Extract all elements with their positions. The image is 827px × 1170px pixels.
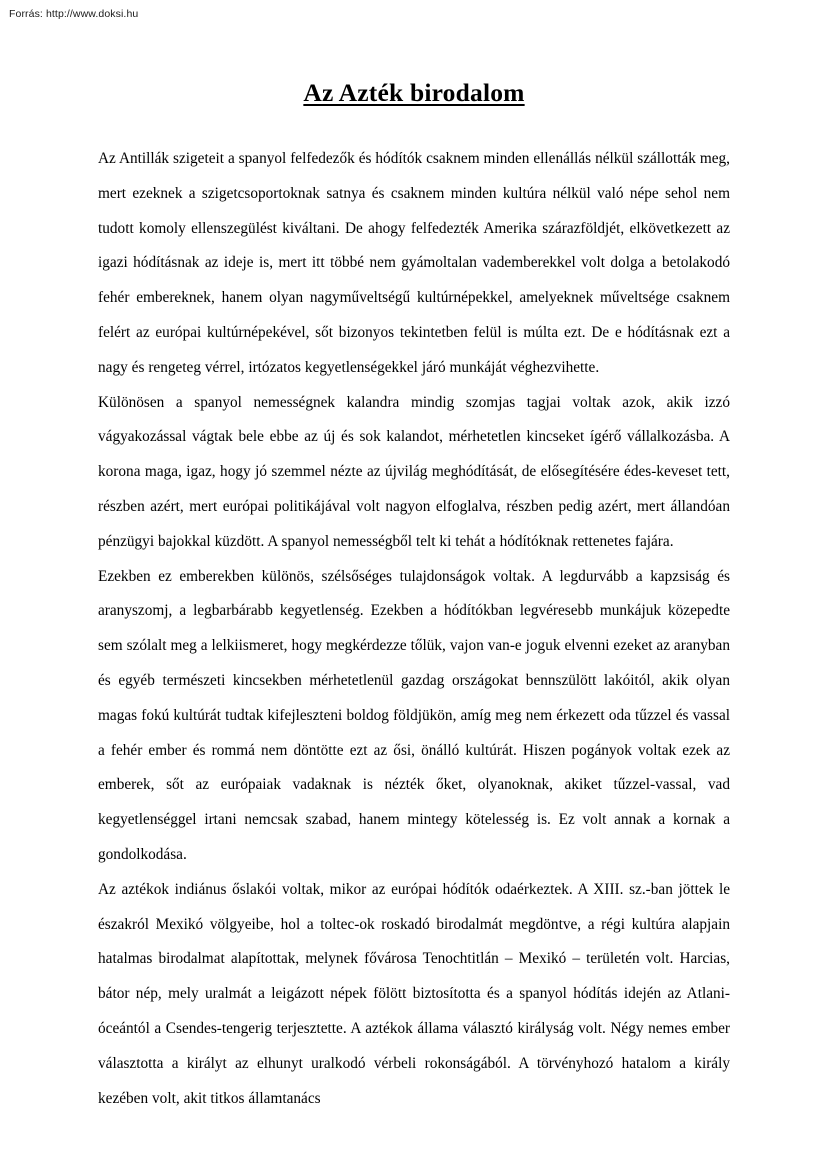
paragraph: Ezekben ez emberekben különös, szélsőséges tulajdonságok voltak. A legdurvább a kapzsiság és aranyszomj, a legbarbárabb kegyetlenség. Ezekben a hódítókban legvéresebb munkájuk közepedte sem szólalt meg a lelkiismeret, hogy megkérdezze tőlük, vajon van-e joguk elvenni ezeket az aranyban és egyéb természeti kincsekben mérhetetlenül gazdag országokat bennszülött lakóitól, akik olyan magas fokú kultúrát tudtak kifejleszteni boldog földjükön, amíg meg nem érkezett oda tűzzel és vassal a fehér ember és rommá nem döntötte ezt az ősi, önálló kultúrát. Hiszen pogányok voltak ezek az emberek, sőt az európaiak vadaknak is nézték őket, olyanoknak, akiket tűzzel-vassal, vad kegyetlenséggel irtani nemcsak szabad, hanem mintegy kötelesség is. Ez volt annak a kornak a gondolkodása. [98,567,730,863]
page-title: Az Azték birodalom [303,78,525,107]
document-content [98,78,730,1116]
paragraph: Az aztékok indiánus őslakói voltak, mikor az európai hódítók odaérkeztek. A XIII. sz.-ban jöttek le északról Mexikó völgyeibe, hol a toltec-ok roskadó birodalmát megdöntve, a régi kultúra alapjain hatalmas birodalmat alapítottak, melynek fővárosa Tenochtitlán – Mexikó – területén volt. Harcias, bátor nép, mely uralmát a leigázott népek fölött biztosította és a spanyol hódítás idején az Atlani-óceántól a Csendes-tengerig terjesztette. A aztékok állama választó királyság volt. Négy nemes ember választotta a királyt az elhunyt uralkodó vérbeli rokonságából. A törvényhozó hatalom a király kezében volt, akit titkos államtanács [98,880,730,1107]
document-body [98,142,730,1116]
paragraph: Különösen a spanyol nemességnek kalandra mindig szomjas tagjai voltak azok, akik izzó vágyakozással vágtak bele ebbe az új és sok kalandot, mérhetetlen kincseket ígérő vállalkozásba. A korona maga, igaz, hogy jó szemmel nézte az újvilág meghódítását, de elősegítésére édes-keveset tett, részben azért, mert európai politikájával volt nagyon elfoglalva, részben pedig azért, mert állandóan pénzügyi bajokkal küzdött. A spanyol nemességből telt ki tehát a hódítóknak rettenetes fajára. [98,393,730,550]
source-url-header: Forrás: http://www.doksi.hu [9,8,139,20]
title-spacer [98,108,730,142]
paragraph: Az Antillák szigeteit a spanyol felfedezők és hódítók csaknem minden ellenállás nélkül szállották meg, mert ezeknek a szigetcsoportoknak satnya és csaknem minden kultúra nélkül való népe sehol nem tudott komoly ellenszegülést kiváltani. De ahogy felfedezték Amerika szárazföldjét, elkövetkezett az igazi hódításnak az ideje is, mert itt többé nem gyámoltalan vademberekkel volt dolga a betolakodó fehér embereknek, hanem olyan nagyműveltségű kultúrnépekkel, amelyeknek műveltsége csaknem felért az európai kultúrnépekével, sőt bizonyos tekintetben felül is múlta ezt. De e hódításnak ezt a nagy és rengeteg vérrel, irtózatos kegyetlenségekkel járó munkáját véghezvihette. [98,150,730,376]
